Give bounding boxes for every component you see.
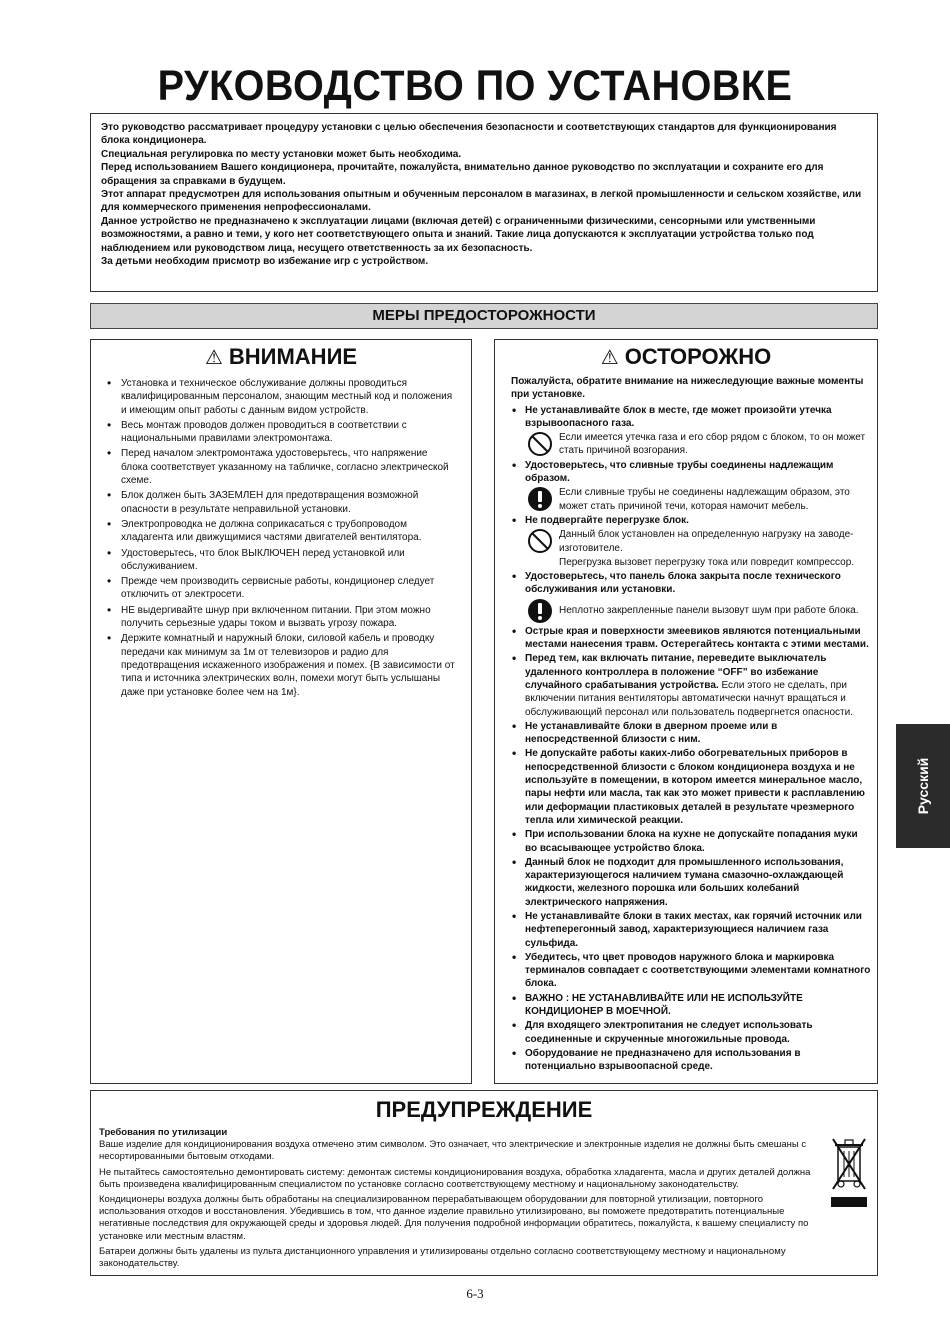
mandatory-icon <box>527 486 553 512</box>
warning-triangle-icon: ⚠ <box>600 347 619 369</box>
list-item-text: Не подвергайте перегрузке блок. <box>525 514 689 526</box>
list-item: • Для входящего электропитания не следует использовать соединенные и скрученные многожильные провода. <box>495 1019 877 1046</box>
list-item: • Не устанавливайте блоки в дверном проеме или в непосредственной близости с ним. <box>495 720 877 747</box>
notice-text <box>99 1127 819 1273</box>
notice-paragraph: Батареи должны быть удалены из пульта дистанционного управления и утилизированы отдельно согласно соответствующему местному и национальному законодательству. <box>99 1245 786 1270</box>
warning-list <box>91 377 471 699</box>
intro-paragraph: Данное устройство не предназначено к эксплуатации лицами (включая детей) с ограниченными физическими, сенсорными или умственными возможностями, а равно и теми, у кого нет соответствующего опыта и знаний. Такие лица допускаются к эксплуатации устройства только под наблюдением или руководством лица, несущего ответственность за их безопасность. <box>101 215 816 254</box>
sub-note-text: Если имеется утечка газа и его сбор рядом с блоком, то он может стать причиной возгорания. <box>559 432 866 457</box>
list-item-text: Не устанавливайте блок в месте, где может произойти утечка взрывоопасного газа. <box>525 404 832 429</box>
mandatory-icon <box>527 598 553 624</box>
caution-list <box>495 404 877 1074</box>
notice-subheading: Требования по утилизации <box>99 1127 228 1138</box>
sub-note-text: Перегрузка вызовет перегрузку тока или повредит компрессор. <box>559 556 855 568</box>
list-item-text: Перед тем, как включать питание, переведите выключатель удаленного контроллера в положение “OFF” во избежание случайного срабатывания устройства. <box>525 653 827 691</box>
list-item: • Прежде чем производить сервисные работы, кондиционер следует отключить от электросети. <box>91 575 471 602</box>
section-title: МЕРЫ ПРЕДОСТОРОЖНОСТИ <box>90 303 878 329</box>
list-item: • Данный блок не подходит для промышленного использования, характеризующегося наличием тумана смазочно-охлаждающей жидкости, железного порошка или больших колебаний электрического напряжения. <box>495 856 877 909</box>
caution-heading-text: ОСТОРОЖНО <box>624 344 772 369</box>
list-item <box>495 459 877 513</box>
list-item-text: Если этого не сделать, при включении питания вентиляторы автоматически начнут вращаться и обслуживающий персонал или пользователь подвергнется опасности. <box>525 679 853 718</box>
notice-heading: ПРЕДУПРЕЖДЕНИЕ <box>375 1097 593 1122</box>
sub-note <box>525 486 871 513</box>
list-item: • Блок должен быть ЗАЗЕМЛЕН для предотвращения возможной опасности в результате неправильной установки. <box>91 489 471 516</box>
list-item: • Острые края и поверхности змеевиков являются потенциальными местами нанесения травм. Остерегайтесь контакта с этими местами. <box>495 625 877 652</box>
list-item: • Установка и техническое обслуживание должны проводиться квалифицированным персоналом, знающим местный код и положения и имеющим опыт работы с данным видом устройств. <box>91 377 471 417</box>
list-item: • Держите комнатный и наружный блоки, силовой кабель и проводку передачи как минимум за 1м от телевизоров и радио для предотвращения искаженного изображения и помех. {В зависимости от типа и источника электрических волн, помехи могут быть услышаны даже при установке более чем на 1м}. <box>91 632 471 698</box>
prohibition-icon <box>527 431 553 457</box>
intro-paragraph: Перед использованием Вашего кондиционера, прочитайте, пожалуйста, внимательно данное руководство по эксплуатации и сохраните его для обращения за справками в будущем. <box>101 162 824 187</box>
caution-box <box>494 339 878 1084</box>
sub-note-text: Данный блок установлен на определенную нагрузку на заводе-изготовителе. <box>559 529 854 554</box>
intro-paragraph: Это руководство рассматривает процедуру установки с целью обеспечения безопасности и соответствующих стандартов для функционирования блока кондиционера. <box>101 122 837 147</box>
intro-paragraph: Этот аппарат предусмотрен для использования опытным и обученным персоналом в магазинах, в легкой промышленности и сельском хозяйстве, или для коммерческого применения непрофессионалами. <box>101 189 862 214</box>
list-item: • Оборудование не предназначено для использования в потенциально взрывоопасной среде. <box>495 1047 877 1074</box>
language-tab <box>896 724 950 848</box>
list-item <box>495 570 877 624</box>
warning-triangle-icon: ⚠ <box>204 347 223 369</box>
notice-box <box>90 1090 878 1276</box>
notice-paragraph: Кондиционеры воздуха должны быть обработаны на специализированном перерабатывающем оборудовании для повторной утилизации, повторного использования отходов и восстановления. Убедившись в том, что данное изделие правильно утилизировано, вы поможете предотвратить потенциальные негативные последствия для окружающей среды и здоровья людей. Для получения подробной информации обратитесь, пожалуйста, к вашему специалисту по установке или местным властям. <box>99 1194 809 1242</box>
list-item: • Перед началом электромонтажа удостоверьтесь, что напряжение блока соответствует указанному на табличке, согласно электрической схеме. <box>91 447 471 487</box>
intro-paragraph: Специальная регулировка по месту установки может быть необходима. <box>101 148 462 160</box>
list-item: • Весь монтаж проводов должен проводиться в соответствии с национальными правилами электромонтажа. <box>91 419 471 446</box>
language-tab-label: Русский <box>915 757 931 815</box>
list-item-text: Удостоверьтесь, что панель блока закрыта после технического обслуживания или установки. <box>525 571 841 596</box>
warning-box <box>90 339 472 1084</box>
notice-paragraph: Не пытайтесь самостоятельно демонтировать систему: демонтаж системы кондиционирования воздуха, обработка хладагента, масла и других деталей должна быть произведена квалифицированным специалистом по установке согласно соответствующему местному и национальному законодательству. <box>99 1166 811 1190</box>
list-item: • Удостоверьтесь, что блок ВЫКЛЮЧЕН перед установкой или обслуживанием. <box>91 547 471 574</box>
sub-note-text: Неплотно закрепленные панели вызовут шум при работе блока. <box>559 604 859 616</box>
list-item: • При использовании блока на кухне не допускайте попадания муки во всасывающее устройство блока. <box>495 828 877 855</box>
caution-intro: Пожалуйста, обратите внимание на нижеследующие важные моменты при установке. <box>511 376 864 401</box>
caution-heading <box>495 344 877 371</box>
page-title: РУКОВОДСТВО ПО УСТАНОВКЕ <box>157 62 793 110</box>
list-item: • Не устанавливайте блоки в таких местах, как горячий источник или нефтеперегонный завод, характеризующиеся наличием газа сульфида. <box>495 910 877 950</box>
warning-heading-text: ВНИМАНИЕ <box>228 344 358 369</box>
intro-box <box>90 113 878 292</box>
list-item <box>495 404 877 458</box>
list-item: • Убедитесь, что цвет проводов наружного блока и маркировка терминалов совпадает с соответствующими элементами комнатного блока. <box>495 951 877 991</box>
list-item: • ВАЖНО : НЕ УСТАНАВЛИВАЙТЕ ИЛИ НЕ ИСПОЛЬЗУЙТЕ КОНДИЦИОНЕР В МОЕЧНОЙ. <box>495 992 877 1019</box>
sub-note <box>525 598 871 624</box>
list-item: • Не допускайте работы каких-либо обогревательных приборов в непосредственной близости с блоком кондиционера воздуха и не используйте в помещении, в котором имеется минеральное масло, пары нефти или масла, так как это может привести к расплавлению или деформации пластиковых деталей в результате чрезмерного тепла или химической реакции. <box>495 747 877 827</box>
list-item-text: Удостоверьтесь, что сливные трубы соединены надлежащим образом. <box>525 459 834 485</box>
list-item <box>495 514 877 569</box>
list-item <box>495 652 877 718</box>
sub-note <box>525 431 871 458</box>
list-item: • НЕ выдергивайте шнур при включенном питании. При этом можно получить серьезные удары током и вызвать угрозу пожара. <box>91 604 471 631</box>
notice-paragraph: Ваше изделие для кондиционирования воздуха отмечено этим символом. Это означает, что электрические и электронные изделия не должны быть смешаны с несортированными бытовым отходами. <box>99 1139 807 1163</box>
crossed-bin-icon <box>831 1135 867 1209</box>
intro-paragraph: За детьми необходим присмотр во избежание игр с устройством. <box>101 256 429 268</box>
sub-note-text: Если сливные трубы не соединены надлежащим образом, это может стать причиной течи, которая намочит мебель. <box>559 487 850 512</box>
prohibition-icon <box>527 528 553 554</box>
sub-note <box>525 528 871 555</box>
warning-heading <box>91 344 471 371</box>
list-item: • Электропроводка не должна соприкасаться с трубопроводом хладагента или движущимися частями двигателей вентилятора. <box>91 518 471 545</box>
page-number: 6-3 <box>466 1286 484 1301</box>
